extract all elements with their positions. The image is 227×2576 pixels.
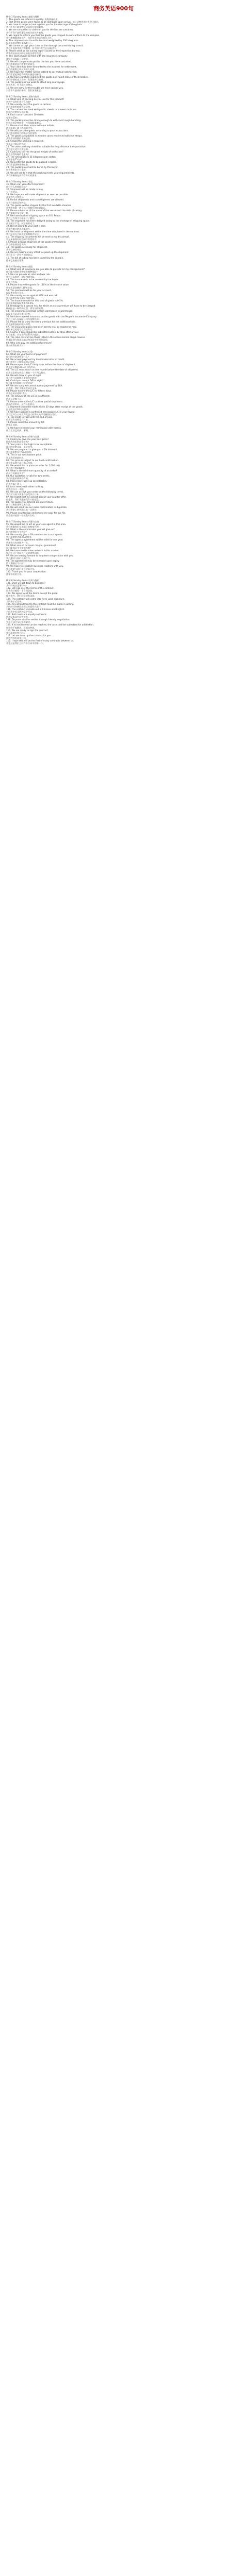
document-line: 希望这是我们之间许多合同中的第一个。 (6, 642, 45, 645)
document-line: 57. The insurance policy has been sent to you by registered mail. (6, 325, 77, 328)
document-line: 我们希望与你们建立业务关系。 (6, 567, 37, 570)
document-line: 外包装应适合长途运输。 (6, 147, 30, 150)
document-line: 我们已开立以你方为受益人的保兑的不可撤销信用证。 (6, 413, 58, 416)
document-line: 保险责任是从仓库到仓库。 (6, 312, 33, 315)
document-line: 12. We hope this matter will be settled to our mutual satisfaction. (6, 70, 78, 73)
document-line: 我们将赔偿你方所遭受的损失。 (6, 62, 37, 65)
document-line: 你方汇款已收到，谢谢。 (6, 429, 30, 432)
document-line: 每箱装10打。 (6, 116, 20, 119)
document-line: 这种货物的保险费率为0.5%。 (6, 302, 36, 305)
document-line: 请在装运期前30天开立信用证。 (6, 366, 37, 369)
document-line: 41. The shipping documents will be sent to you by airmail. (6, 235, 70, 238)
document-line: 89. We will send you our sales confirmation in duplicate. (6, 506, 68, 509)
document-section (6, 435, 221, 519)
document-line: 如有索赔，应在货到后30天内提出。 (6, 333, 42, 336)
document-line: 18. The cartons are lined with plastic sheets to prevent moisture. (6, 108, 77, 111)
document-line: 81. We would like to place an order for 1,000 sets. (6, 464, 61, 467)
document-line: 包装费用由买方承担。 (6, 168, 28, 172)
section-spacer (6, 262, 221, 264)
document-line: 纸箱内衬塑料布以防潮。 (6, 111, 30, 114)
section-heading: Unit 7 Sundry items 代理与合作 (6, 520, 39, 523)
document-line: 30. We will see to it that the packing meets your requirements. (6, 171, 75, 174)
document-line: 你们给我们多少佣金？ (6, 531, 28, 534)
document-line: 99. We hope to establish business relations with you. (6, 565, 64, 568)
document-line: 78. We are prepared to give you a 5% discount. (6, 448, 58, 451)
document-line: 我们将确保包装符合你方的要求。 (6, 174, 39, 177)
document-line: 43. The goods are ready for shipment. (6, 246, 48, 249)
document-line: 49. Please insure the goods for 110% of the invoice value. (6, 283, 70, 286)
document-line: 22. We will pack the goods according to your instructions. (6, 129, 69, 132)
document-line: 6. The shipment was found to be short-weighted by 200 kilograms. (6, 39, 79, 42)
document-line: 15. We are sorry for the trouble we have caused you. (6, 86, 64, 89)
document-line: 71. Payment should be made within 30 days after receipt of the goods. (6, 405, 84, 408)
document-line: 每箱净重25公斤。 (6, 158, 24, 161)
document-line: 72. We have opened a confirmed irrevocable L/C in your favour. (6, 410, 75, 413)
document-line: 我们正尽一切努力加速装运。 (6, 253, 35, 257)
document-line: 很抱歉，我们不能接受你方的还盘。 (6, 498, 41, 501)
document-line: 69. The amount of the L/C is insufficient. (6, 395, 51, 398)
document-line: 96. We have a wide sales network in this market. (6, 549, 60, 552)
document-line: 92. What is the commission you will give us? (6, 528, 55, 531)
document-line: 请按发票金额的110%投保。 (6, 286, 34, 289)
document-line: 51. We usually insure against WPA and war risk. (6, 294, 58, 297)
document-line: 破碎险是一种特殊险别，需另加保险费。 (6, 307, 45, 310)
document-line: 这是我们的最低价。 (6, 456, 26, 459)
document-line: 8. Please send us the survey report issued by the inspection bureau. (6, 49, 80, 53)
document-line: 7. We cannot accept your claim as the damage occurred during transit. (6, 44, 84, 47)
document-line: 我们坚持在合同规定的期限内装运。 (6, 232, 41, 235)
document-line: 我们准备给你方5%的折扣。 (6, 451, 34, 454)
document-line: 111. Let me draw up the contract for you. (6, 634, 52, 637)
document-line: 我们想做你们在该地区的独家代理。 (6, 526, 41, 528)
document-line: 27. The net weight is 25 kilograms per carton. (6, 155, 57, 158)
document-line: 14. The packing is too weak to stand long sea voyage. (6, 81, 66, 84)
document-line: 我们已向人民保险公司为货物投保。 (6, 317, 41, 320)
document-line: 108. Disputes shall be settled through friendly negotiation. (6, 618, 70, 621)
document-line: 代理协议有效期为一年。 (6, 541, 30, 544)
document-line: 我们已在和平号轮上订了舱位。 (6, 217, 37, 220)
document-line: 我们将开具即期汇票向你方收款。 (6, 376, 39, 379)
section-spacer (6, 347, 221, 349)
document-line: 39. Direct sailing to your port is rare. (6, 225, 46, 228)
document-line: 86. We can accept your order on the following terms. (6, 490, 64, 493)
document-line: 76. Could you give me your best price? (6, 437, 49, 440)
document-line: 85. Let's meet each other halfway. (6, 485, 44, 488)
document-line: 32. Shipment will be made in May. (6, 188, 43, 191)
document-line: 我们希望货物用捆包装。 (6, 163, 30, 166)
document-line: 67. We are sorry we cannot accept payment by D/A. (6, 384, 63, 387)
document-line: 34. Partial shipments and transshipment are allowed. (6, 198, 64, 201)
document-line: 46. What kind of insurance are you able to provide for my consignment? (6, 267, 85, 270)
document-line: 66. Could you accept D/P at sight? (6, 379, 44, 382)
document-line: 索赔应向保险公司提出。 (6, 57, 30, 60)
document-line: 28. We prefer the goods to be packed in bales. (6, 161, 57, 164)
document-line: 103. We agree to all the terms except the price. (6, 592, 58, 595)
document-line: 52. The insurance rate for this kind of goods is 0.5%. (6, 299, 64, 302)
document-line: 25. The outer packing should be suitable for long distance transportation. (6, 145, 86, 148)
document-line: 请在纸箱上刷上我们的代号。 (6, 126, 35, 129)
document-line: 24. Seaworthy packing is required. (6, 140, 44, 143)
document-line: 80. The price is subject to our final confirmation. (6, 459, 59, 462)
document-line: 你们什么时候能装运？ (6, 185, 28, 188)
document-line: 我们想订购1000套。 (6, 466, 27, 469)
document-line: 允许分批装运和转运。 (6, 201, 28, 204)
document-line: 感谢你们的合作。 (6, 572, 24, 575)
document-line: 我们将寄上销售确认书一式两份。 (6, 509, 39, 512)
document-line: 请告知附加险的额外保费。 (6, 323, 33, 326)
document-line: 货物用加铁箍的木箱包装。 (6, 137, 33, 140)
document-line: 你方的索赔已转交保险人处理。 (6, 67, 37, 71)
document-line: 所保险别为海洋运输货物条款中所列的险别。 (6, 338, 50, 342)
document-line: 让我们仔细看一下合同条款。 (6, 589, 35, 592)
document-line: 48. The insurance is to be covered by the buyer. (6, 278, 59, 281)
document-line: 请立即安排装运货物。 (6, 243, 28, 246)
document-section (6, 350, 221, 434)
document-line: 保险单已用挂号信寄给你方。 (6, 328, 35, 331)
document-line: 95. What annual turnover can you guarantee? (6, 544, 56, 547)
document-line: 50. The premium will be for your account. (6, 289, 52, 292)
document-line: 70. Please amend the L/C to allow partial shipments. (6, 400, 63, 403)
document-line: 额外保费由谁支付？ (6, 344, 26, 347)
document-line: 37. We have booked shipping space on S.S. Peace. (6, 214, 61, 217)
document-line: 你方订购的货物已无存货。 (6, 503, 33, 506)
document-title: 商务英语900句 (93, 5, 134, 12)
document-line: 信用证必须在装运日期前一个月到达我方。 (6, 371, 47, 374)
document-line: 44. We are making every effort to speed up the shipment. (6, 251, 69, 254)
section-spacer (6, 517, 221, 519)
document-line: 我们将按照你方的指示包装货物。 (6, 132, 39, 135)
document-line: 由于舱位不足，装运被推迟了。 (6, 222, 37, 225)
document-line: 这种产品你们用什么包装？ (6, 100, 33, 103)
document-line: 107. Both texts are equally authentic. (6, 613, 47, 616)
section-heading: Unit 8 Sundry items 谈判与签约 (6, 579, 39, 582)
document-line: 75. We have received your remittance with thanks. (6, 426, 62, 429)
document-section (6, 180, 221, 264)
document-line: 保险费由你方负担。 (6, 291, 26, 294)
document-line: 我们的报价两周内有效。 (6, 477, 30, 480)
document-line: 协议期满后可以续订。 (6, 562, 28, 565)
document-line: 2. Part of the goods were found to be damaged upon arrival. 部分货物到达时发现已损坏。 (6, 21, 101, 24)
document-line: 我们不能接受你方的索赔，因为损坏发生在运输途中。 (6, 47, 58, 50)
document-line: 对给你方造成的麻烦，我们深表歉意。 (6, 89, 43, 92)
document-line: 93. We usually give a 3% commission to our agents. (6, 533, 63, 536)
document-line: 货物已备妥待运。 (6, 248, 24, 251)
document-line: 合同用中英文两种文字写成。 (6, 611, 35, 613)
document-line: 61. What are your terms of payment? (6, 352, 47, 355)
document-line: 到你方港口的直达船很少。 (6, 227, 33, 230)
document-line: 我们准备好签合同了。 (6, 631, 28, 634)
document-line: 54. The insurance coverage is from warehouse to warehouse. (6, 310, 73, 313)
document-line: 60. Who is to pay the additional premium? (6, 341, 53, 344)
document-line: 我们期待与你们长期合作。 (6, 557, 33, 560)
document-line: 112. I hope this will be the first of many contracts between us. (6, 639, 74, 642)
document-line: 79. This is our rock-bottom price. (6, 453, 42, 456)
document-line: 101. Shall we get down to business? (6, 581, 46, 584)
document-line: 价格大幅上涨了。 (6, 482, 24, 485)
document-line: 很抱歉，我们不能接受承兑交单。 (6, 387, 39, 390)
document-line: 我们遗憾地通知你方，你们所发的货与样品不符。 (6, 36, 54, 39)
document-line: 请告知船名及开航日期。 (6, 211, 30, 214)
document-line: 信用证金额不足。 (6, 397, 24, 400)
document-line: 4. We are compelled to claim on you for the loss we sustained. (6, 28, 74, 31)
document-line: 17. We usually pack the goods in cartons. (6, 103, 52, 106)
document-line: 73. The credit is valid until the end of June. (6, 416, 53, 419)
document-line: 100. Thank you for your cooperation. (6, 570, 47, 573)
document-line: 68. Please extend the L/C for fifteen days. (6, 389, 52, 393)
document-line: 105. Any amendment to the contract must be made in writing. (6, 602, 74, 605)
document-line: 信用证有效期至六月底。 (6, 418, 30, 421)
document-line: 货物将由第一艘可以订到舱位的轮船装运。 (6, 206, 47, 209)
document-line: 29. The packing cost will be borne by the buyer. (6, 166, 58, 169)
document-line: 98. The agreement may be renewed upon expiry. (6, 560, 60, 563)
section-heading: Unit 5 Sundry items 付款 (6, 350, 33, 353)
document-line: 102. Let's go over the terms of the contract. (6, 587, 54, 590)
section-heading: Unit 6 Sundry items 价格与订货 (6, 435, 39, 438)
document-line: 20. The packing must be strong enough to withstand rough handling. (6, 118, 82, 122)
document-line: 我们可以提供一切险和战争险。 (6, 276, 37, 279)
document-line: 23. The goods are packed in wooden cases reinforced with iron straps. (6, 134, 83, 138)
document-line: 包装必须足够结实，经得起粗暴搬运。 (6, 121, 43, 124)
section-spacer (6, 432, 221, 434)
document-line: 97. We are looking forward to long-term cooperation with you. (6, 554, 74, 557)
document-line: 47. We can provide all risks and war risk. (6, 273, 51, 276)
document-section (6, 15, 221, 94)
document-line: 74. Please remit the amount by T/T. (6, 421, 45, 424)
document-line: 提单已由船长签署。 (6, 259, 26, 262)
document-line: 我们仔细检查了货物，发现很多已破损。 (6, 78, 45, 81)
document-line: 65. We will draw on you at sight. (6, 374, 42, 377)
document-line: 11. Your claim has been forwarded to the insurers for settlement. (6, 65, 77, 68)
document-section (6, 579, 221, 647)
document-line: 40. We insist on shipment within the time stipulated in the contract. (6, 230, 80, 233)
document-line: 我们不得不就货物短缺向你方提出索赔。 (6, 26, 45, 29)
document-line: 10. We will compensate you for the loss you have sustained. (6, 60, 72, 63)
document-line: 9. The claim should be filed with the insurance company. (6, 55, 68, 58)
document-line: 希望你方尽快装运。 (6, 196, 26, 199)
document-line: 87. We regret that we cannot accept your counter-offer. (6, 495, 67, 498)
document-line: 42. Please arrange shipment of the goods immediately. (6, 240, 66, 243)
document-line: 你们能保证多少年销售额？ (6, 546, 33, 549)
section-heading: Unit 1 Sundry items 索赔与理赔 (6, 15, 39, 18)
document-line: 1. The goods are inferior in quality. 货物质量低劣。 (6, 18, 60, 21)
document-line: 82. What is the minimum quantity of an order? (6, 469, 57, 472)
document-line: 最低订货量是多少？ (6, 472, 26, 475)
document-line: 我们在这个市场有广泛的销售网络。 (6, 551, 41, 554)
document-line: 要求适合海运的包装。 (6, 142, 28, 145)
document-line: 除价格外，我们同意所有条款。 (6, 595, 37, 598)
document-line: 发现该批货物短重200公斤。 (6, 41, 35, 44)
document-line: 请电汇该款。 (6, 423, 20, 427)
document-line: 你们的付款条件是什么？ (6, 355, 30, 358)
document-line: 94. The agency agreement will be valid for one year. (6, 538, 63, 541)
document-line: 36. Please advise us of the name of the vessel and the date of sailing. (6, 209, 83, 212)
document-line: 请将商检局出具的检验报告寄给我们。 (6, 52, 43, 55)
document-line: 如协商不能解决，应提交仲裁。 (6, 626, 37, 629)
section-heading: Unit 4 Sundry items 保险 (6, 265, 33, 268)
document-line: 争议应通过友好协商解决。 (6, 621, 33, 624)
section-spacer (6, 645, 221, 647)
document-line: 由买方投保。 (6, 281, 20, 284)
document-line: 让我为你们起草合同。 (6, 636, 28, 639)
document-line: 26. Could you tell me the gross weight of each case? (6, 150, 64, 153)
document-line: 你们能接受即期付款交单吗？ (6, 381, 35, 384)
document-line: 五月份装运。 (6, 191, 20, 194)
document-line: 包装太差，经不起长途海运。 (6, 83, 35, 87)
document-line: 31. When can you effect shipment? (6, 182, 45, 185)
document-line: 21. Please mark the cartons with our initials. (6, 124, 55, 127)
document-line: 104. The contract will come into force upon signature. (6, 597, 65, 600)
document-line: 64. The L/C must reach us one month before the date of shipment. (6, 368, 79, 371)
document-line: 我们开始谈正事好吗？ (6, 584, 28, 587)
document-line: 我们通常用纸箱包装货物。 (6, 106, 33, 109)
document-line: 应在收货后30天内付款。 (6, 408, 31, 411)
document-line: 33. We hope you will make shipment as soon as possible. (6, 193, 69, 196)
document-section (6, 95, 221, 179)
document-line: 3. We have to lodge a claim against you for the shortage of the goods. (6, 23, 83, 26)
document-line: 59. The risks covered are those listed in the ocean marine cargo clauses. (6, 336, 86, 339)
document-line: 你们的价格太高，无法接受。 (6, 446, 35, 449)
document-line: 16. What kind of packing do you use for this product? (6, 97, 64, 100)
document-line: 我们可以按下列条件接受你方订单。 (6, 493, 41, 496)
document-line: 我们希望此事能得到双方满意的解决。 (6, 73, 43, 76)
document-line: 56. Please let us know the extra premium for the additional risk. (6, 320, 76, 323)
document-line: 35. The goods will be shipped by the first available steamer. (6, 204, 72, 207)
document-line: 装运单据将以航空邮件寄给你方。 (6, 238, 39, 241)
document-line: 45. The bill of lading has been signed by the captain. (6, 256, 64, 259)
document-line: 38. The shipment has been delayed owing to the shortage of shipping space. (6, 219, 90, 223)
document-line: 62. We accept payment by irrevocable letter of credit. (6, 358, 65, 361)
document-line: 5. We regret to inform you that the goods you shipped do not conform to the samples. (6, 33, 100, 37)
document-line: 你们能为我的货物提供哪种保险？ (6, 270, 39, 273)
document-line: 91. We would like to act as your sole agent in this area. (6, 522, 67, 526)
document-line: 63. Please open the L/C thirty days before the time of shipment. (6, 363, 76, 366)
document-line: 能告诉我每箱的毛重吗？ (6, 152, 30, 156)
document-line: 请将信用证延期15天。 (6, 392, 29, 395)
document-line: 我们接受不可撤销信用证付款。 (6, 361, 37, 364)
document-line: 53. Breakage is a special risk, for which an extra premium will have to be charged. (6, 304, 96, 308)
document-line: 能给我你们的最低价吗？ (6, 440, 30, 443)
document-line: 我们通常给代理3%的佣金。 (6, 536, 34, 539)
section-spacer (6, 177, 221, 179)
document-line: 请会签并退回一份供我方存档。 (6, 514, 37, 517)
document-body (6, 15, 221, 647)
document-line: 该价格以我方最后确认为准。 (6, 461, 35, 464)
document-line: 109. If no settlement can be reached, the case shall be submitted for arbitration. (6, 623, 94, 626)
section-spacer (6, 92, 221, 94)
document-line: 90. Please countersign and return one copy for our file. (6, 511, 66, 514)
document-line: 13. We have carefully examined the goods and found many of them broken. (6, 76, 89, 79)
document-line: 110. We are ready to sign the contract. (6, 629, 49, 632)
document-line: 19. Each carton contains 10 dozen. (6, 113, 44, 116)
document-line: 55. We have covered insurance on the goods with the People's Insurance Company. (6, 315, 97, 318)
document-line: 两种文本具有同等效力。 (6, 616, 30, 619)
document-line: 106. The contract is made out in Chinese and English. (6, 607, 65, 611)
section-heading: Unit 3 Sundry items 装运 (6, 180, 33, 183)
document-section (6, 520, 221, 578)
document-section (6, 265, 221, 349)
document-line: 84. Prices have gone up considerably. (6, 480, 47, 483)
document-line: 77. Your price is too high to be acceptable. (6, 443, 53, 446)
document-line: 我们不得不就所遭受的损失向你方索赔。 (6, 31, 45, 34)
section-heading: Unit 2 Sundry items 货物与包装 (6, 95, 39, 98)
document-line: 合同的任何修改必须以书面形式进行。 (6, 605, 43, 608)
document-line: 让我们各让一半吧。 (6, 487, 26, 490)
document-line: 合同签字后生效。 (6, 600, 24, 603)
document-line: 83. Our quotation is valid for two weeks. (6, 474, 51, 478)
document-line: 我们通常投保水渍险和战争险。 (6, 296, 37, 299)
document-line: 88. The goods you ordered are out of stock. (6, 501, 54, 504)
document-line: 58. Claims, if any, should be submitted within 30 days after arrival. (6, 331, 79, 334)
document-line: 请修改信用证，允许分批装运。 (6, 402, 37, 405)
